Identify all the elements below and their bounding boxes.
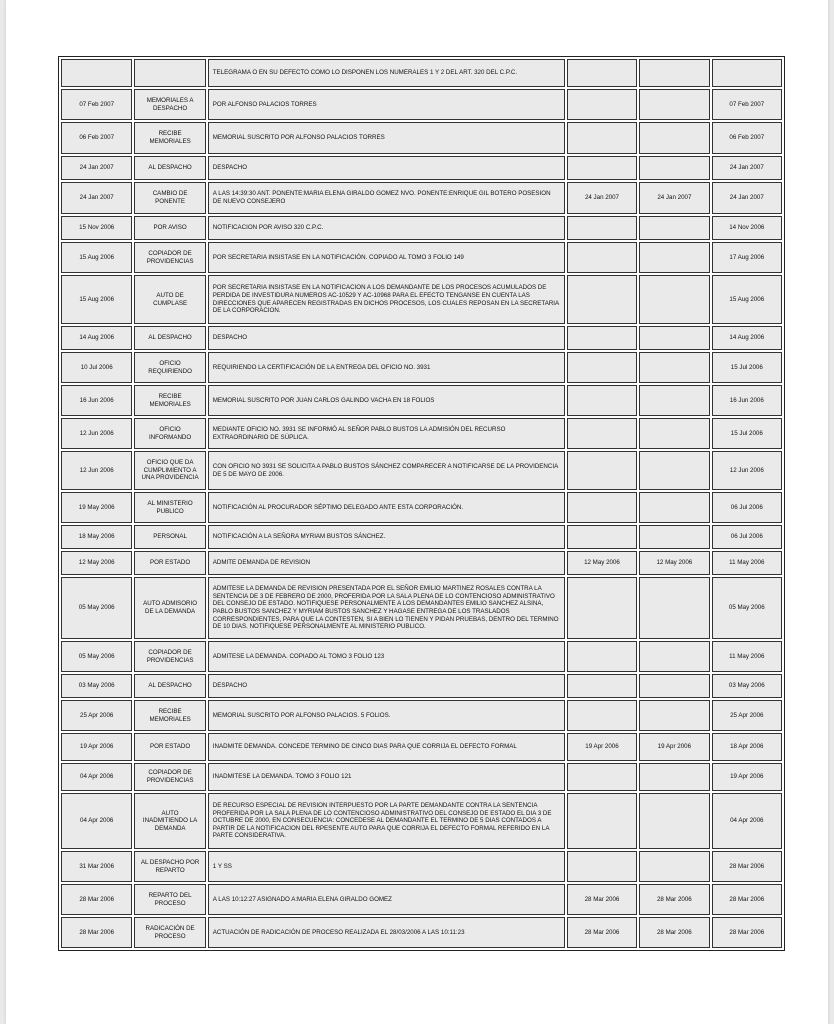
cell-term-end — [639, 641, 709, 672]
cell-action-date: 04 Apr 2006 — [61, 793, 132, 849]
cell-term-end — [639, 418, 709, 449]
cell-registered-date: 24 Jan 2007 — [712, 156, 782, 180]
cell-registered-date: 07 Feb 2007 — [712, 89, 782, 120]
cell-term-start — [567, 851, 637, 882]
cell-action-date: 24 Jan 2007 — [61, 156, 132, 180]
cell-term-start: 28 Mar 2006 — [567, 917, 637, 948]
cell-action-type: AL DESPACHO POR REPARTO — [134, 851, 205, 882]
table-row — [61, 275, 782, 324]
cell-term-end — [639, 275, 709, 324]
cell-action-type: MEMORIALES A DESPACHO — [134, 89, 205, 120]
table-row — [61, 793, 782, 849]
cell-term-start — [567, 59, 637, 87]
cell-annotation: NOTIFICACION POR AVISO 320 C.P.C. — [208, 216, 565, 240]
cell-registered-date: 11 May 2006 — [712, 551, 782, 575]
cell-term-start — [567, 451, 637, 490]
cell-annotation: A LAS 14:39:30 ANT. PONENTE:MARIA ELENA GIRALDO GOMEZ NVO. PONENTE:ENRIQUE GIL BOTERO POSESION DE NUEVO CONSEJERO — [208, 182, 565, 214]
cell-term-end — [639, 352, 709, 383]
cell-action-type: RECIBE MEMORIALES — [134, 122, 205, 154]
cell-action-date: 28 Mar 2006 — [61, 917, 132, 948]
cell-annotation: POR SECRETARIA INSISTASE EN LA NOTIFICACION A LOS DEMANDANTE DE LOS PROCESOS ACUMULADOS DE PERDIDA DE INVESTIDURA NUMEROS AC-10529 Y AC-10968 PARA EL EFECTO TENGANSE EN CUENTA LAS DIRECCIONES QUE APARECEN REGISTRADAS EN DICHOS PROCESOS, LOS CUALES REPOSAN EN LA SECRETARIA DE LA CORPORACION. — [208, 275, 565, 324]
cell-action-date: 25 Apr 2006 — [61, 700, 132, 731]
cell-term-end: 19 Apr 2006 — [639, 733, 709, 761]
cell-term-start — [567, 156, 637, 180]
table-row — [61, 700, 782, 731]
cell-action-type: COPIADOR DE PROVIDENCIAS — [134, 641, 205, 672]
cell-action-type: PERSONAL — [134, 525, 205, 549]
cell-action-date: 05 May 2006 — [61, 641, 132, 672]
cell-annotation: CON OFICIO NO 3931 SE SOLICITA A PABLO BUSTOS SÁNCHEZ COMPARECER A NOTIFICARSE DE LA PROVIDENCIA DE 5 DE MAYO DE 2006. — [208, 451, 565, 490]
cell-annotation: POR ALFONSO PALACIOS TORRES — [208, 89, 565, 120]
cell-term-start — [567, 763, 637, 791]
cell-action-date: 06 Feb 2007 — [61, 122, 132, 154]
cell-action-date: 05 May 2006 — [61, 577, 132, 639]
cell-action-date: 07 Feb 2007 — [61, 89, 132, 120]
cell-annotation: 1 Y SS — [208, 851, 565, 882]
cell-annotation: DESPACHO — [208, 326, 565, 350]
cell-action-type: RECIBE MEMORIALES — [134, 700, 205, 731]
table-row — [61, 551, 782, 575]
cell-action-date: 28 Mar 2006 — [61, 884, 132, 915]
table-row — [61, 884, 782, 915]
cell-action-type: POR ESTADO — [134, 551, 205, 575]
cell-annotation: NOTIFICACIÓN A LA SEÑORA MYRIAM BUSTOS SÁNCHEZ. — [208, 525, 565, 549]
cell-registered-date: 14 Nov 2006 — [712, 216, 782, 240]
cell-term-end — [639, 763, 709, 791]
cell-action-date: 10 Jul 2006 — [61, 352, 132, 383]
cell-action-type: AL DESPACHO — [134, 156, 205, 180]
cell-term-start: 12 May 2006 — [567, 551, 637, 575]
cell-registered-date: 25 Apr 2006 — [712, 700, 782, 731]
table-row — [61, 182, 782, 214]
cell-term-end: 28 Mar 2006 — [639, 884, 709, 915]
cell-annotation: POR SECRETARIA INSISTASE EN LA NOTIFICACIÓN. COPIADO AL TOMO 3 FOLIO 149 — [208, 242, 565, 273]
table-row — [61, 917, 782, 948]
cell-term-end — [639, 326, 709, 350]
cell-registered-date: 12 Jun 2006 — [712, 451, 782, 490]
cell-action-date — [61, 59, 132, 87]
cell-registered-date: 15 Jul 2006 — [712, 418, 782, 449]
cell-term-start — [567, 122, 637, 154]
cell-registered-date: 06 Jul 2006 — [712, 492, 782, 523]
cell-term-start — [567, 89, 637, 120]
cell-annotation: DESPACHO — [208, 156, 565, 180]
cell-registered-date: 17 Aug 2006 — [712, 242, 782, 273]
cell-action-date: 12 Jun 2006 — [61, 418, 132, 449]
cell-term-start — [567, 700, 637, 731]
cell-term-start — [567, 525, 637, 549]
table-row — [61, 89, 782, 120]
cell-action-date: 14 Aug 2006 — [61, 326, 132, 350]
cell-registered-date: 16 Jun 2006 — [712, 385, 782, 416]
cell-term-end — [639, 451, 709, 490]
cell-registered-date — [712, 59, 782, 87]
cell-action-type — [134, 59, 205, 87]
table-row — [61, 492, 782, 523]
cell-term-end — [639, 89, 709, 120]
cell-action-type: RADICACIÓN DE PROCESO — [134, 917, 205, 948]
cell-annotation: MEMORIAL SUSCRITO POR ALFONSO PALACIOS TORRES — [208, 122, 565, 154]
cell-annotation: REQUIRIENDO LA CERTIFICACIÓN DE LA ENTREGA DEL OFICIO NO. 3931 — [208, 352, 565, 383]
cell-registered-date: 06 Feb 2007 — [712, 122, 782, 154]
cell-action-date: 15 Aug 2006 — [61, 242, 132, 273]
cell-annotation: TELEGRAMA O EN SU DEFECTO COMO LO DISPONEN LOS NUMERALES 1 Y 2 DEL ART. 320 DEL C.P.C. — [208, 59, 565, 87]
cell-term-start — [567, 492, 637, 523]
table-row — [61, 216, 782, 240]
cell-term-start — [567, 275, 637, 324]
table-row — [61, 451, 782, 490]
cell-annotation: MEMORIAL SUSCRITO POR JUAN CARLOS GALINDO VACHA EN 18 FOLIOS — [208, 385, 565, 416]
table-row — [61, 385, 782, 416]
cell-action-date: 31 Mar 2006 — [61, 851, 132, 882]
cell-action-date: 03 May 2006 — [61, 674, 132, 698]
cell-action-type: AL MINISTERIO PUBLICO — [134, 492, 205, 523]
cell-action-type: AUTO ADMISORIO DE LA DEMANDA — [134, 577, 205, 639]
cell-term-end — [639, 577, 709, 639]
case-actions-table — [58, 56, 785, 951]
cell-annotation: ADMITESE LA DEMANDA. COPIADO AL TOMO 3 FOLIO 123 — [208, 641, 565, 672]
table-row — [61, 674, 782, 698]
cell-term-end — [639, 385, 709, 416]
cell-term-end — [639, 59, 709, 87]
table-row — [61, 122, 782, 154]
cell-action-type: OFICIO REQUIRIENDO — [134, 352, 205, 383]
cell-registered-date: 15 Aug 2006 — [712, 275, 782, 324]
cell-term-end — [639, 700, 709, 731]
cell-term-start — [567, 385, 637, 416]
cell-action-type: OFICIO QUE DA CUMPLIMIENTO A UNA PROVIDENCIA — [134, 451, 205, 490]
cell-action-type: RECIBE MEMORIALES — [134, 385, 205, 416]
table-row — [61, 763, 782, 791]
cell-registered-date: 04 Apr 2006 — [712, 793, 782, 849]
cell-action-type: OFICIO INFORMANDO — [134, 418, 205, 449]
cell-term-start: 24 Jan 2007 — [567, 182, 637, 214]
cell-term-start — [567, 577, 637, 639]
table-row — [61, 641, 782, 672]
cell-registered-date: 06 Jul 2006 — [712, 525, 782, 549]
cell-annotation: INADMITE DEMANDA. CONCEDE TERMINO DE CINCO DIAS PARA QUE CORRIJA EL DEFECTO FORMAL — [208, 733, 565, 761]
table-row — [61, 352, 782, 383]
table-row — [61, 577, 782, 639]
cell-registered-date: 28 Mar 2006 — [712, 884, 782, 915]
cell-action-type: AL DESPACHO — [134, 674, 205, 698]
table-row — [61, 733, 782, 761]
cell-annotation: MEMORIAL SUSCRITO POR ALFONSO PALACIOS. 5 FOLIOS. — [208, 700, 565, 731]
cell-term-end — [639, 122, 709, 154]
cell-term-start — [567, 242, 637, 273]
cell-term-start — [567, 674, 637, 698]
cell-action-type: COPIADOR DE PROVIDENCIAS — [134, 242, 205, 273]
cell-registered-date: 19 Apr 2006 — [712, 763, 782, 791]
cell-term-start — [567, 793, 637, 849]
cell-registered-date: 24 Jan 2007 — [712, 182, 782, 214]
cell-action-date: 15 Aug 2006 — [61, 275, 132, 324]
cell-term-start — [567, 216, 637, 240]
cell-action-date: 04 Apr 2006 — [61, 763, 132, 791]
cell-annotation: INADMITESE LA DEMANDA. TOMO 3 FOLIO 121 — [208, 763, 565, 791]
cell-action-date: 18 May 2006 — [61, 525, 132, 549]
cell-term-start — [567, 326, 637, 350]
cell-action-type: CAMBIO DE PONENTE — [134, 182, 205, 214]
cell-action-type: AUTO INADMITIENDO LA DEMANDA — [134, 793, 205, 849]
cell-term-start: 19 Apr 2006 — [567, 733, 637, 761]
cell-term-end — [639, 216, 709, 240]
cell-action-date: 16 Jun 2006 — [61, 385, 132, 416]
table-body — [61, 59, 782, 948]
cell-annotation: MEDIANTE OFICIO NO. 3931 SE INFORMÓ AL SEÑOR PABLO BUSTOS LA ADMISIÓN DEL RECURSO EXTRAORDINARIO DE SÚPLICA. — [208, 418, 565, 449]
cell-term-end — [639, 525, 709, 549]
cell-action-date: 24 Jan 2007 — [61, 182, 132, 214]
cell-term-end — [639, 242, 709, 273]
cell-registered-date: 15 Jul 2006 — [712, 352, 782, 383]
cell-term-end: 28 Mar 2006 — [639, 917, 709, 948]
cell-annotation: ACTUACIÓN DE RADICACIÓN DE PROCESO REALIZADA EL 28/03/2006 A LAS 10:11:23 — [208, 917, 565, 948]
table-row — [61, 525, 782, 549]
cell-annotation: A LAS 10:12:27 ASIGNADO A:MARIA ELENA GIRALDO GOMEZ — [208, 884, 565, 915]
cell-action-date: 19 May 2006 — [61, 492, 132, 523]
table-row — [61, 418, 782, 449]
cell-action-type: POR ESTADO — [134, 733, 205, 761]
cell-term-start: 28 Mar 2006 — [567, 884, 637, 915]
cell-term-end: 24 Jan 2007 — [639, 182, 709, 214]
cell-term-start — [567, 641, 637, 672]
cell-registered-date: 14 Aug 2006 — [712, 326, 782, 350]
cell-action-date: 12 Jun 2006 — [61, 451, 132, 490]
cell-term-start — [567, 352, 637, 383]
cell-annotation: DESPACHO — [208, 674, 565, 698]
cell-annotation: ADMITESE LA DEMANDA DE REVISION PRESENTADA POR EL SEÑOR EMILIO MARTINEZ ROSALES CONTRA LA SENTENCIA DE 3 DE FEBRERO DE 2000, PROFERIDA POR LA SALA PLENA DE LO CONTENCIOSO ADMINISTRATIVO DEL CONSEJO DE ESTADO. NOTIFIQUESE PERSONALMENTE A LOS DEMANDANTES EMILIO SANCHEZ ALSINA, PABLO BUSTOS SANCHEZ Y MYRIAM BUSTOS SANCHEZ Y HAGASE ENTREGA DE LOS TRASLADOS CORRESPONDIENTES, PARA QUE LA CONTESTEN, SI A BIEN LO TIENEN Y PIDAN PRUEBAS, DENTRO DEL TERMINO DE 10 DIAS. NOTIFIQUESE PERSONALMENTE AL MINISTERIO PUBLICO. — [208, 577, 565, 639]
cell-annotation: DE RECURSO ESPECIAL DE REVISION INTERPUESTO POR LA PARTE DEMANDANTE CONTRA LA SENTENCIA PROFERIDA POR LA SALA PLENA DE LO CONTENCIOSO ADMINISTRATIVO DEL CONSEJO DE ESTADO EL DIA 3 DE OCTUBRE DE 2000, EN CONSECUENCIA: CONCEDESE AL DEMANDANTE EL TERMINO DE 5 DIAS CONTADOS A PARTIR DE LA NOTIFICACION DEL RPESENTE AUTO PARA QUE CORRIJA EL DEFECTO FORMAL REFERIDO EN LA PARTE CONSIDERATIVA. — [208, 793, 565, 849]
cell-action-type: AL DESPACHO — [134, 326, 205, 350]
cell-action-date: 15 Nov 2006 — [61, 216, 132, 240]
cell-action-type: POR AVISO — [134, 216, 205, 240]
cell-term-end — [639, 492, 709, 523]
cell-action-date: 19 Apr 2006 — [61, 733, 132, 761]
table-row — [61, 242, 782, 273]
cell-registered-date: 18 Apr 2006 — [712, 733, 782, 761]
cell-action-type: REPARTO DEL PROCESO — [134, 884, 205, 915]
table-row — [61, 326, 782, 350]
table-row — [61, 156, 782, 180]
cell-registered-date: 03 May 2006 — [712, 674, 782, 698]
table-row — [61, 851, 782, 882]
cell-action-date: 12 May 2006 — [61, 551, 132, 575]
cell-registered-date: 28 Mar 2006 — [712, 917, 782, 948]
cell-term-end — [639, 156, 709, 180]
cell-registered-date: 11 May 2006 — [712, 641, 782, 672]
cell-term-end: 12 May 2006 — [639, 551, 709, 575]
cell-term-end — [639, 851, 709, 882]
cell-annotation: ADMITE DEMANDA DE REVISION — [208, 551, 565, 575]
cell-annotation: NOTIFICACIÓN AL PROCURADOR SÉPTIMO DELEGADO ANTE ESTA CORPORACIÓN. — [208, 492, 565, 523]
cell-term-end — [639, 674, 709, 698]
document-page — [6, 0, 828, 1024]
table-row — [61, 59, 782, 87]
cell-action-type: AUTO DE CUMPLASE — [134, 275, 205, 324]
cell-term-start — [567, 418, 637, 449]
cell-term-end — [639, 793, 709, 849]
cell-registered-date: 05 May 2006 — [712, 577, 782, 639]
cell-registered-date: 28 Mar 2006 — [712, 851, 782, 882]
cell-action-type: COPIADOR DE PROVIDENCIAS — [134, 763, 205, 791]
